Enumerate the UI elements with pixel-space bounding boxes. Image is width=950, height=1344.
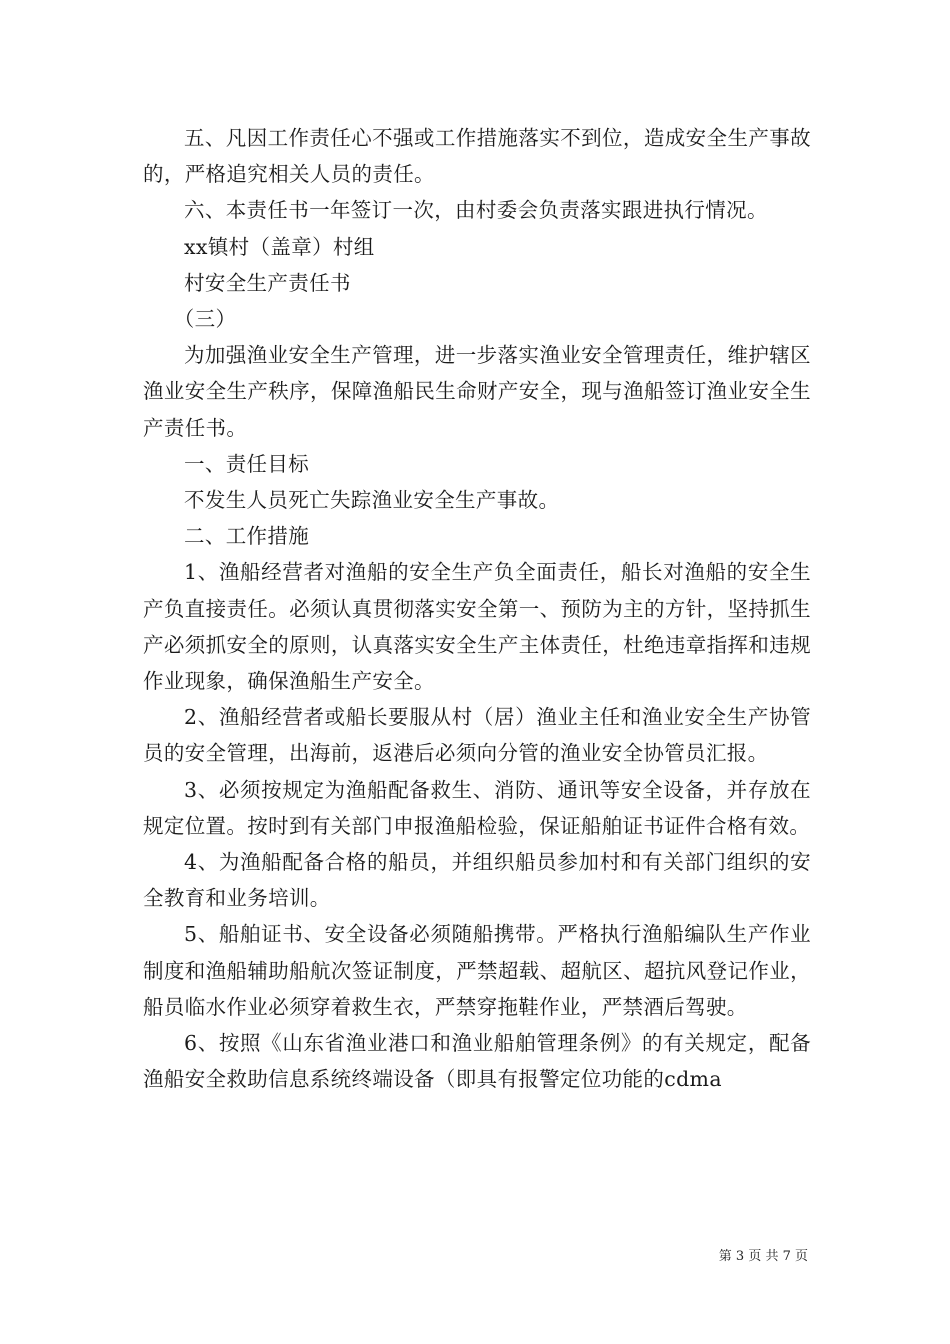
section-title: 村安全生产责任书	[184, 270, 351, 295]
section-number: （三）	[173, 307, 237, 332]
heading-responsibility-goal: 一、责任目标	[184, 451, 310, 476]
paragraph-clause-5: 五、凡因工作责任心不强或工作措施落实不到位，造成安全生产事故的，严格追究相关人员的责任。	[143, 126, 811, 187]
paragraph-clause-6: 六、本责任书一年签订一次，由村委会负责落实跟进执行情况。	[184, 198, 768, 223]
paragraph-intro: 为加强渔业安全生产管理，进一步落实渔业安全管理责任，维护辖区渔业安全生产秩序，保障渔船民生命财产安全，现与渔船签订渔业安全生产责任书。	[143, 343, 811, 440]
paragraph-measure-1: 1、渔船经营者对渔船的安全生产负全面责任，船长对渔船的安全生产负直接责任。必须认真贯彻落实安全第一、预防为主的方针，坚持抓生产必须抓安全的原则，认真落实安全生产主体责任，杜绝违章指挥和违规作业现象，确保渔船生产安全。	[143, 560, 811, 694]
heading-work-measures: 二、工作措施	[184, 524, 310, 549]
page-number: 第 3 页 共 7 页	[718, 1249, 808, 1264]
paragraph-measure-6: 6、按照《山东省渔业港口和渔业船舶管理条例》的有关规定，配备渔船安全救助信息系统终端设备（即具有报警定位功能的cdma	[143, 1031, 811, 1092]
paragraph-measure-4: 4、为渔船配备合格的船员，并组织船员参加村和有关部门组织的安全教育和业务培训。	[143, 850, 811, 911]
signature-line: xx镇村（盖章）村组	[184, 234, 375, 259]
paragraph-goal: 不发生人员死亡失踪渔业安全生产事故。	[184, 488, 560, 513]
paragraph-measure-3: 3、必须按规定为渔船配备救生、消防、通讯等安全设备，并存放在规定位置。按时到有关部门申报渔船检验，保证船舶证书证件合格有效。	[143, 777, 811, 838]
document-body	[143, 120, 811, 1097]
paragraph-measure-2: 2、渔船经营者或船长要服从村（居）渔业主任和渔业安全生产协管员的安全管理，出海前，返港后必须向分管的渔业安全协管员汇报。	[143, 705, 811, 766]
paragraph-measure-5: 5、船舶证书、安全设备必须随船携带。严格执行渔船编队生产作业制度和渔船辅助船航次签证制度，严禁超载、超航区、超抗风登记作业，船员临水作业必须穿着救生衣，严禁穿拖鞋作业，严禁酒后驾驶。	[143, 922, 811, 1019]
